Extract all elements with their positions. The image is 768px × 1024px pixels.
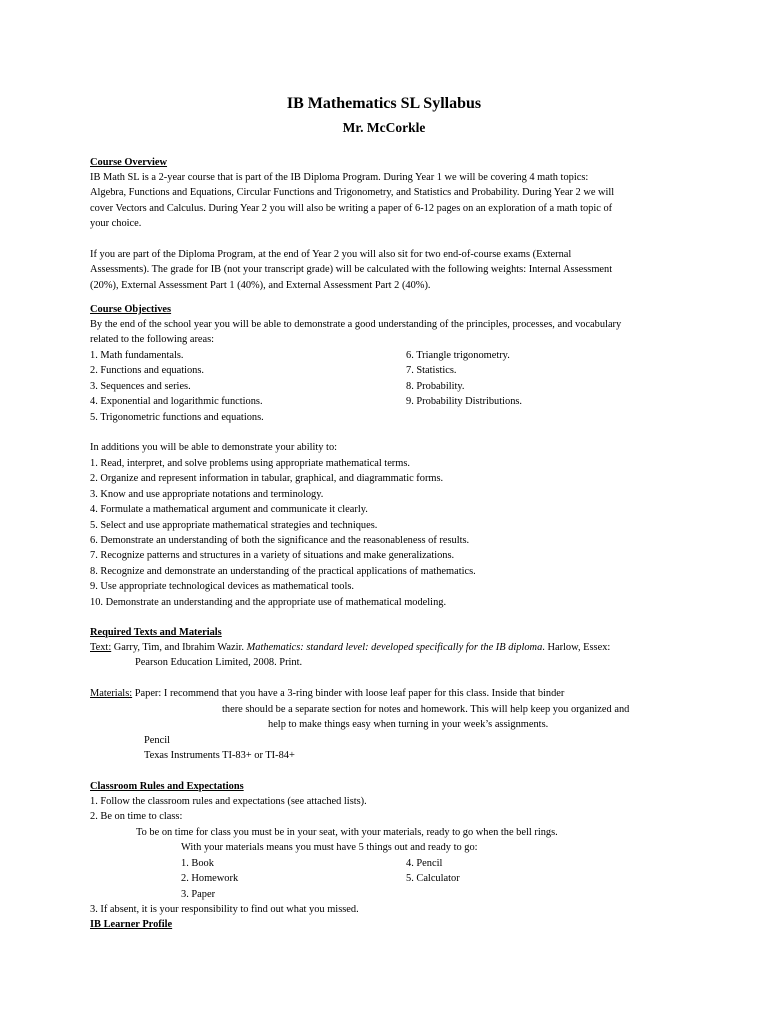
overview-paragraph-1	[90, 170, 614, 232]
list-item: 7. Recognize patterns and structures in a variety of situations and make generalizations.	[90, 550, 455, 562]
text-line: By the end of the school year you will be able to demonstrate a good understanding of the principles, processes, and vocabulary	[90, 319, 622, 330]
list-item: 8. Probability.	[406, 380, 465, 392]
text-line: related to the following areas:	[90, 334, 215, 346]
list-item: 4. Formulate a mathematical argument and communicate it clearly.	[90, 504, 368, 516]
list-item: 3. Sequences and series.	[90, 380, 191, 392]
rule-1: 1. Follow the classroom rules and expectations (see attached lists).	[90, 796, 367, 807]
learner-profile-heading: IB Learner Profile	[90, 919, 173, 930]
rule-2: 2. Be on time to class:	[90, 811, 183, 822]
list-item: 5. Calculator	[406, 873, 460, 885]
text-publisher: . Harlow, Essex:	[542, 642, 611, 653]
materials-line-2: there should be a separate section for notes and homework. This will help keep you organized and	[222, 704, 630, 715]
rule-2-detail-1: To be on time for class you must be in your seat, with your materials, ready to go when the bell rings.	[136, 827, 558, 838]
list-item: 3. Know and use appropriate notations and terminology.	[90, 488, 324, 500]
page-subtitle: Mr. McCorkle	[342, 120, 426, 135]
text-line: cover Vectors and Calculus. During Year 2 you will also be writing a paper of 6-12 pages on an exploration of a math topic of	[90, 202, 613, 214]
list-item: 3. Paper	[181, 888, 216, 900]
text-line: Algebra, Functions and Equations, Circular Functions and Trigonometry, and Statistics and Probability. During Year 2 we will	[90, 187, 615, 199]
list-item: 1. Math fundamentals.	[90, 350, 184, 361]
materials-line-3: help to make things easy when turning in your week’s assignments.	[268, 719, 549, 730]
materials-line-1	[90, 686, 564, 701]
list-item: 5. Trigonometric functions and equations.	[90, 411, 264, 423]
text-label: Text:	[90, 642, 112, 653]
areas-list-right	[406, 348, 522, 410]
list-item: 7. Statistics.	[406, 365, 457, 377]
list-item: 4. Pencil	[406, 858, 443, 869]
text-book-title: Mathematics: standard level: developed specifically for the IB diploma	[246, 642, 543, 653]
rule-3: 3. If absent, it is your responsibility to find out what you missed.	[90, 904, 359, 915]
text-line: your choice.	[90, 218, 142, 230]
abilities-intro: In additions you will be able to demonstrate your ability to:	[90, 442, 338, 453]
materials-pencil: Pencil	[144, 735, 170, 746]
abilities-list	[90, 456, 476, 610]
list-item: 9. Probability Distributions.	[406, 396, 523, 408]
text-citation	[90, 640, 610, 655]
page-title: IB Mathematics SL Syllabus	[286, 95, 482, 112]
list-item: 8. Recognize and demonstrate an understanding of the practical applications of mathematics.	[90, 565, 476, 577]
list-item: 2. Functions and equations.	[90, 365, 204, 377]
text-publisher-line: Pearson Education Limited, 2008. Print.	[135, 657, 303, 668]
list-item: 10. Demonstrate an understanding and the appropriate use of mathematical modeling.	[90, 596, 447, 608]
list-item: 4. Exponential and logarithmic functions.	[90, 396, 263, 408]
list-item: 9. Use appropriate technological devices as mathematical tools.	[90, 581, 355, 593]
list-item: 1. Read, interpret, and solve problems using appropriate mathematical terms.	[90, 458, 410, 469]
text-line: IB Math SL is a 2-year course that is part of the IB Diploma Program. During Year 1 we will be covering 4 math topics:	[90, 172, 589, 183]
list-item: 5. Select and use appropriate mathematical strategies and techniques.	[90, 519, 378, 531]
text-line: (20%), External Assessment Part 1 (40%), and External Assessment Part 2 (40%).	[90, 279, 431, 291]
areas-list-left	[90, 348, 264, 425]
objectives-intro	[90, 317, 621, 348]
list-item: 6. Triangle trigonometry.	[406, 350, 510, 361]
things-list-right	[406, 856, 460, 887]
list-item: 2. Homework	[181, 873, 239, 885]
materials-text: Paper: I recommend that you have a 3-ring binder with loose leaf paper for this class. Inside that binder	[132, 688, 565, 699]
overview-paragraph-2	[90, 247, 612, 293]
rule-2-detail-2: With your materials means you must have 5 things out and ready to go:	[181, 842, 478, 853]
text-authors: Garry, Tim, and Ibrahim Wazir.	[111, 642, 247, 653]
list-item: 1. Book	[181, 858, 214, 869]
overview-heading: Course Overview	[90, 157, 168, 168]
text-line: If you are part of the Diploma Program, at the end of Year 2 you will also sit for two end-of-course exams (External	[90, 249, 572, 260]
rules-heading: Classroom Rules and Expectations	[90, 781, 244, 792]
texts-heading: Required Texts and Materials	[90, 627, 222, 638]
text-line: Assessments). The grade for IB (not your transcript grade) will be calculated with the following weights: Internal Assessment	[90, 264, 613, 276]
objectives-heading: Course Objectives	[90, 304, 172, 315]
list-item: 6. Demonstrate an understanding of both the significance and the reasonableness of results.	[90, 535, 470, 547]
list-item: 2. Organize and represent information in tabular, graphical, and diagrammatic forms.	[90, 473, 444, 485]
things-list-left	[181, 856, 238, 902]
materials-label: Materials:	[90, 688, 133, 699]
materials-calculator: Texas Instruments TI-83+ or TI-84+	[144, 750, 295, 761]
